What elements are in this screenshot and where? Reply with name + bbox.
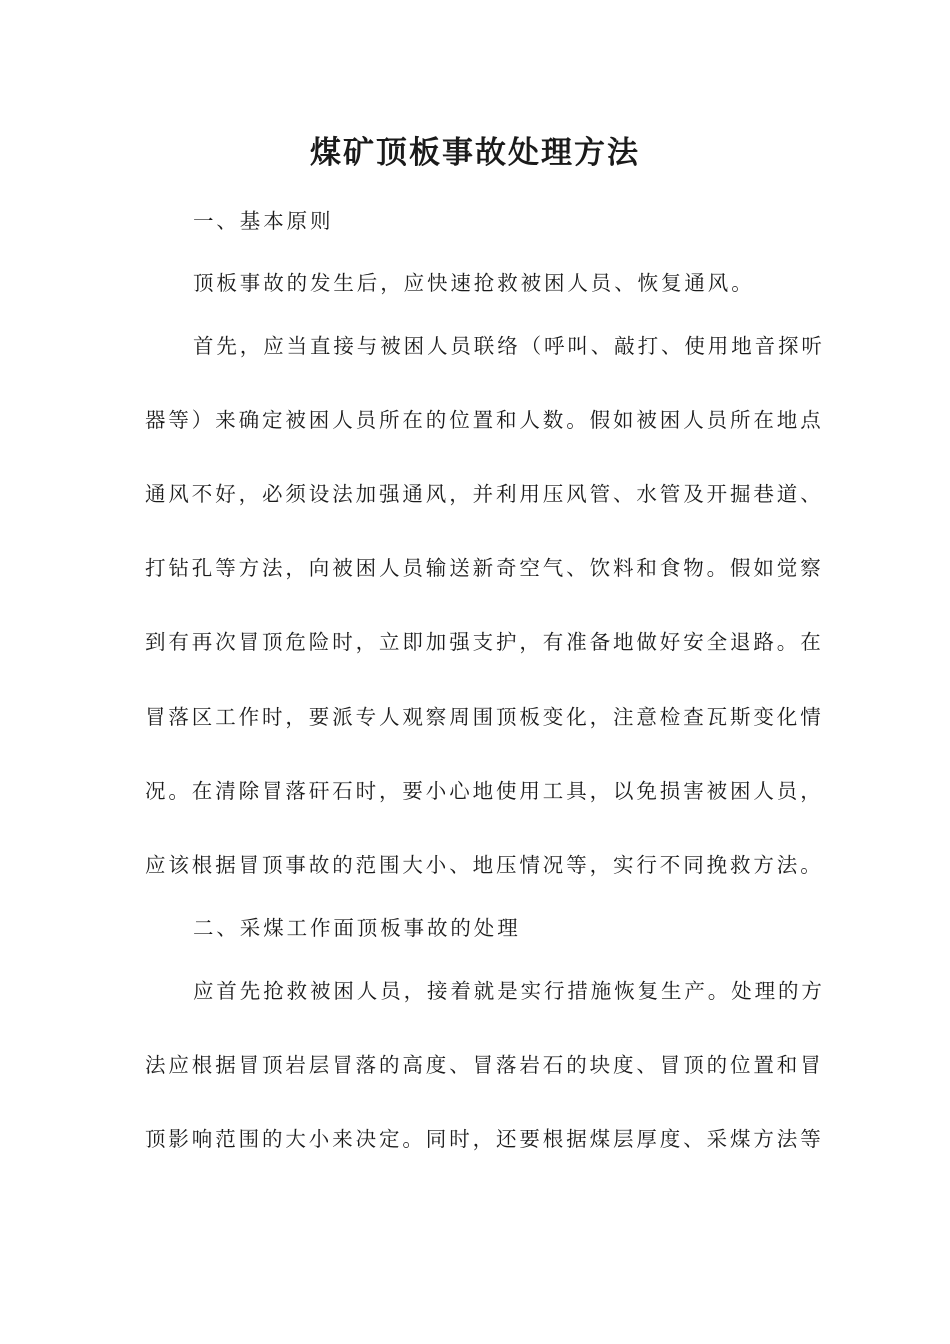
paragraph-line: 法应根据冒顶岩层冒落的高度、冒落岩石的块度、冒顶的位置和冒 <box>145 1053 824 1077</box>
paragraph-line: 器等）来确定被困人员所在的位置和人数。假如被困人员所在地点 <box>145 408 824 432</box>
section-heading-basic-principles: 一、基本原则 <box>193 209 334 233</box>
paragraph-line: 到有再次冒顶危险时，立即加强支护，有准备地做好安全退路。在 <box>145 630 824 654</box>
paragraph-line: 首先，应当直接与被困人员联络（呼叫、敲打、使用地音探听 <box>193 334 825 358</box>
paragraph-line: 冒落区工作时，要派专人观察周围顶板变化，注意检查瓦斯变化情 <box>145 705 824 729</box>
paragraph-line: 顶影响范围的大小来决定。同时，还要根据煤层厚度、采煤方法等 <box>145 1127 824 1151</box>
paragraph-line: 通风不好，必须设法加强通风，并利用压风管、水管及开掘巷道、 <box>145 482 824 506</box>
paragraph-line: 况。在清除冒落矸石时，要小心地使用工具，以免损害被困人员， <box>145 779 824 803</box>
paragraph-line: 应首先抢救被困人员，接着就是实行措施恢复生产。处理的方 <box>193 979 825 1003</box>
paragraph-line: 打钻孔等方法，向被困人员输送新奇空气、饮料和食物。假如觉察 <box>145 556 824 580</box>
document-title: 煤矿顶板事故处理方法 <box>310 135 640 171</box>
paragraph-line: 应该根据冒顶事故的范围大小、地压情况等，实行不同挽救方法。 <box>145 853 824 877</box>
section-heading-coal-face: 二、采煤工作面顶板事故的处理 <box>193 916 521 940</box>
paragraph-line: 顶板事故的发生后，应快速抢救被困人员、恢复通风。 <box>193 271 755 295</box>
